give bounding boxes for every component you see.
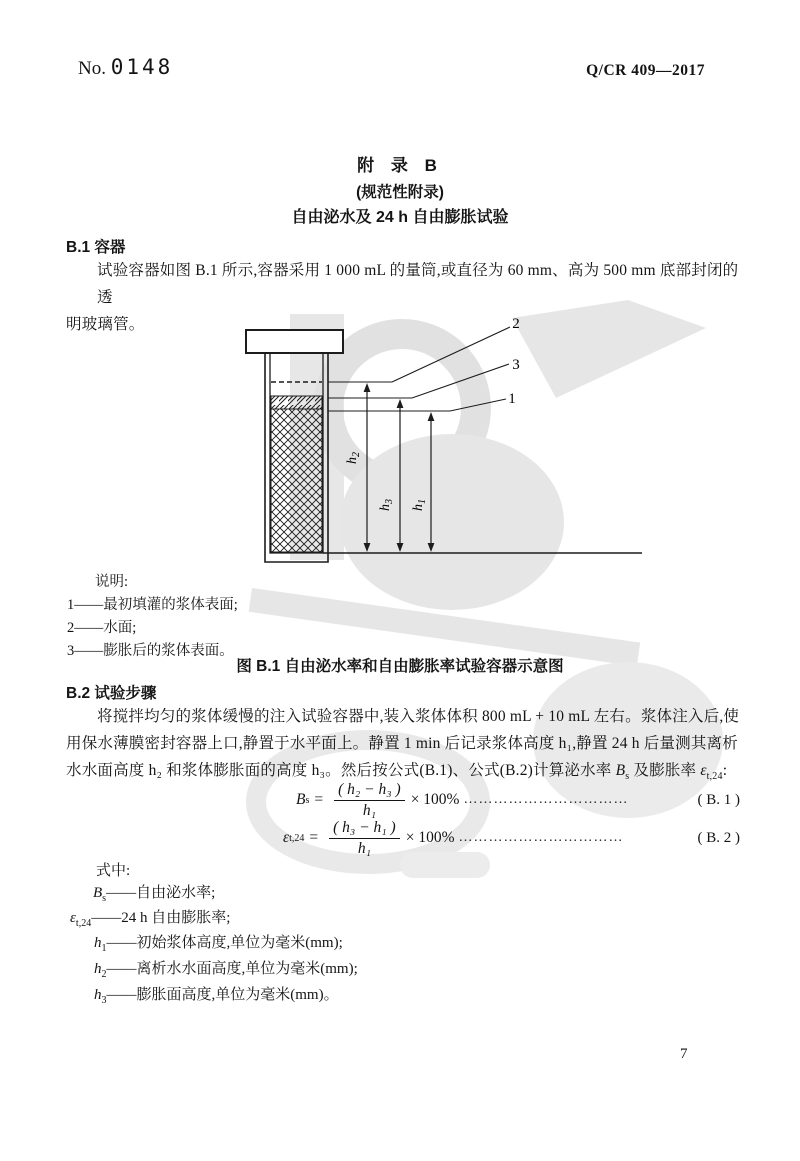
- b2-paragraph-line3: 水水面高度 h₂ 和浆体膨胀面的高度 h₃。然后按公式(B.1)、公式(B.2)计算泌水率 $B_s$ 及膨胀率 $\varepsilon_{t,24}$:: [66, 762, 728, 783]
- formula-b1-lhs: B: [296, 791, 306, 808]
- dimension-arrow-h1: [428, 412, 435, 552]
- b1-paragraph-line2: 明玻璃管。: [66, 316, 145, 333]
- b2-paragraph-line2: 用保水薄膜密封容器上口,静置于水平面上。静置 1 min 后记录浆体高度 h₁,静置 24 h 后量测其离析: [66, 735, 738, 752]
- definition-bs: $B_s——$自由泌水率;: [93, 885, 216, 904]
- document-number-value: 0148: [110, 55, 174, 79]
- formula-b1-fraction: $\frac{\text{( h₂ − h₃ )}}{\text{h₁}}$: [334, 781, 405, 820]
- legend-item-2: 2——水面;: [67, 620, 137, 636]
- legend-item-1: 1——最初填灌的浆体表面;: [67, 597, 238, 613]
- figure-caption: 图 B.1 自由泌水率和自由膨胀率试验容器示意图: [236, 658, 564, 675]
- dimension-arrow-h3: [397, 399, 404, 552]
- appendix-title: 附 录 B: [357, 156, 443, 175]
- dimension-arrow-h2: [364, 383, 371, 552]
- formula-b1: [296, 779, 740, 821]
- formula-b2: [283, 817, 740, 859]
- formula-b2-dot-leader: ……………………………: [458, 830, 624, 845]
- document-number-label: No.: [78, 58, 106, 79]
- test-container-diagram: [230, 312, 650, 577]
- symbol-expansion-rate: ε: [700, 762, 707, 779]
- b2-paragraph-line1: 将搅拌均匀的浆体缓慢的注入试验容器中,装入浆体体积 800 mL + 10 mL 左右。浆体注入后,使: [97, 708, 740, 725]
- callout-2: 2: [512, 316, 520, 332]
- formula-b1-dot-leader: ……………………………: [463, 792, 629, 807]
- definition-epsilon: $\varepsilon_{t,24}——24$ h 自由膨胀率;: [70, 910, 231, 929]
- page-number: 7: [680, 1046, 688, 1062]
- formula-b1-number: ( B. 1 ): [697, 791, 740, 808]
- section-b1-heading: B.1 容器: [66, 239, 126, 256]
- formula-b2-lhs: ε: [283, 829, 290, 846]
- formula-b2-fraction: $\frac{\text{( h₃ − h₁ )}}{\text{h₁}}$: [329, 819, 400, 858]
- dimension-label-h3: $h_3$: [378, 499, 395, 511]
- expanded-slurry-band: [271, 396, 322, 409]
- document-number: [78, 55, 173, 80]
- container-cap: [246, 330, 343, 353]
- legend-title: 说明:: [95, 574, 129, 590]
- definitions-intro: 式中:: [96, 863, 131, 879]
- section-b2-paragraph: [66, 703, 744, 790]
- section-b2-heading: B.2 试验步骤: [66, 685, 157, 702]
- appendix-subject: 自由泌水及 24 h 自由膨胀试验: [291, 209, 509, 226]
- dimension-label-h2: $h_2$: [345, 452, 362, 464]
- definition-h3: $h_3——$膨胀面高度,单位为毫米(mm)。: [94, 987, 339, 1006]
- definition-h1: $h_1——$初始浆体高度,单位为毫米(mm);: [94, 935, 343, 954]
- dimension-label-h1: $h_1$: [411, 499, 428, 511]
- b1-paragraph-line1: 试验容器如图 B.1 所示,容器采用 1 000 mL 的量筒,或直径为 60 mm、高为 500 mm 底部封闭的透: [97, 262, 739, 306]
- appendix-subtitle: (规范性附录): [356, 184, 444, 201]
- slurry-crosshatch: [271, 409, 322, 552]
- formula-b1-expression: B s = $\frac{\text{( h₂ − h₃ )}}{\text{h₁}}$ × 100%: [296, 780, 460, 819]
- standard-code: Q/CR 409—2017: [586, 62, 705, 79]
- formula-b2-expression: ε t,24 = $\frac{\text{( h₃ − h₁ )}}{\text{h₁}}$ × 100%: [283, 818, 455, 857]
- callout-3: 3: [512, 357, 520, 373]
- formula-b2-number: ( B. 2 ): [697, 829, 740, 846]
- symbol-bleeding-rate: B: [615, 762, 626, 779]
- leader-line-1: [328, 399, 506, 411]
- definition-h2: $h_2——$离析水水面高度,单位为毫米(mm);: [94, 961, 358, 980]
- callout-1: 1: [508, 391, 516, 407]
- legend-item-3: 3——膨胀后的浆体表面。: [67, 643, 234, 659]
